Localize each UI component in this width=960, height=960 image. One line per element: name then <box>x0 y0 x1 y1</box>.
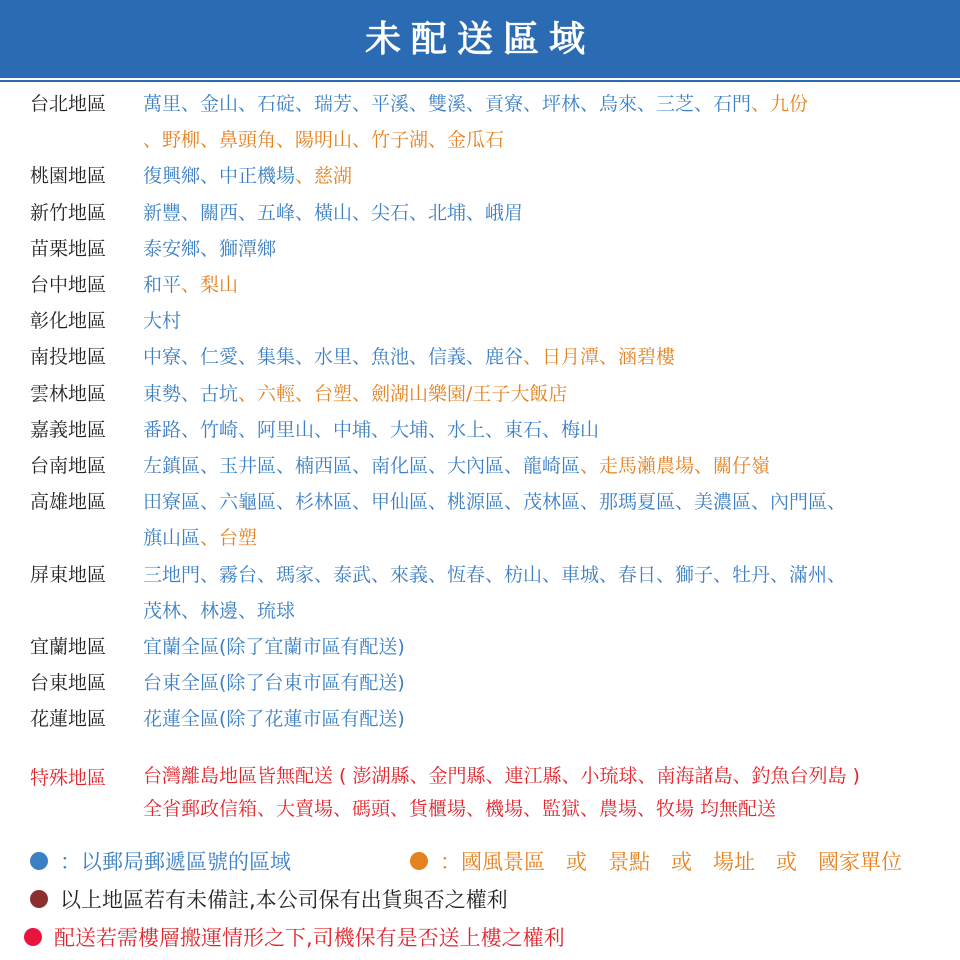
postal-place-text: 復興鄉、中正機場 <box>143 165 296 188</box>
region-places-line <box>143 448 770 484</box>
region-places <box>143 412 599 448</box>
region-name: 特殊地區 <box>30 767 107 789</box>
scenic-place-text: 、走馬瀨農場、關仔嶺 <box>580 455 771 477</box>
scenic-place-text: 、慈湖 <box>295 165 353 188</box>
region-name: 屏東地區 <box>30 563 107 586</box>
legend-orange <box>410 846 902 876</box>
postal-place-text: 東勢、古坑 <box>143 382 239 405</box>
region-name: 桃園地區 <box>30 165 107 188</box>
postal-place-text: 宜蘭全區(除了宜蘭市區有配送) <box>143 636 405 658</box>
page-header <box>0 0 960 78</box>
postal-place-text: 茂林、林邊、琉球 <box>143 599 296 622</box>
postal-place-text: 左鎮區、玉井區、楠西區、南化區、大內區、龍崎區 <box>143 455 581 477</box>
postal-place-text: 萬里、金山、石碇、瑞芳、平溪、雙溪、貢寮、坪林、烏來、三芝、石門 <box>143 93 752 115</box>
region-places-line <box>143 231 276 267</box>
legend-red-text: 配送若需樓層搬運情形之下,司機保有是否送上樓之權利 <box>54 926 565 950</box>
region-name: 雲林地區 <box>30 382 107 405</box>
region-places <box>143 376 567 412</box>
region-name: 台中地區 <box>30 274 107 296</box>
postal-place-text: 台東全區(除了台東市區有配送) <box>143 672 405 695</box>
header-divider <box>0 80 960 82</box>
region-places-line <box>143 593 846 629</box>
region-name: 嘉義地區 <box>30 418 107 441</box>
region-name: 台東地區 <box>30 672 107 695</box>
scenic-place-text: 、日月潭、涵碧樓 <box>523 346 676 369</box>
dark-red-dot-icon <box>30 890 48 908</box>
region-places <box>143 701 405 737</box>
region-places <box>143 448 770 484</box>
scenic-place-text: 、台塑 <box>200 527 258 550</box>
region-places <box>143 339 675 375</box>
blue-dot-icon <box>30 852 48 870</box>
legend-blue-text: ：以郵局郵遞區號的區域 <box>60 850 291 874</box>
legend-note-stairs <box>24 922 565 952</box>
postal-place-text: 三地門、霧台、瑪家、泰武、來義、恆春、枋山、車城、春日、獅子、牡丹、滿州、 <box>143 563 847 586</box>
region-name: 高雄地區 <box>30 491 107 514</box>
region-name: 新竹地區 <box>30 201 107 224</box>
scenic-place-text: 、九份 <box>751 93 809 115</box>
postal-place-text: 番路、竹崎、阿里山、中埔、大埔、水上、東石、梅山 <box>143 418 600 441</box>
region-places-line <box>143 339 675 375</box>
postal-place-text: 花蓮全區(除了花蓮市區有配送) <box>143 708 405 731</box>
postal-place-text: 大村 <box>143 310 182 333</box>
region-places-line <box>143 412 599 448</box>
region-places-line <box>143 557 846 593</box>
region-places <box>143 484 846 556</box>
scenic-place-text: 、梨山 <box>181 274 239 296</box>
scenic-place-text: 、野柳、鼻頭角、陽明山、竹子湖、金瓜石 <box>143 129 505 151</box>
region-places <box>143 760 860 826</box>
region-places-line <box>143 376 567 412</box>
region-places-line <box>143 520 846 556</box>
legend-orange-text: ：國風景區 或 景點 或 場址 或 國家單位 <box>440 850 902 874</box>
postal-place-text: 田寮區、六龜區、杉林區、甲仙區、桃源區、茂林區、那瑪夏區、美濃區、內門區、 <box>143 491 847 514</box>
region-places <box>143 231 276 267</box>
region-places <box>143 629 405 665</box>
region-name: 南投地區 <box>30 346 107 369</box>
scenic-place-text: 、六輕、台塑、劍湖山樂園/王子大飯店 <box>238 382 568 405</box>
region-places-line <box>143 629 405 665</box>
red-dot-icon <box>24 928 42 946</box>
region-places-line <box>143 303 181 339</box>
page-title: 未配送區域 <box>364 18 595 60</box>
postal-place-text: 新豐、關西、五峰、橫山、尖石、北埔、峨眉 <box>143 201 524 224</box>
region-places <box>143 86 808 158</box>
region-places-line <box>143 195 523 231</box>
region-places <box>143 195 523 231</box>
region-places-line <box>143 86 808 122</box>
region-places-line <box>143 122 808 158</box>
region-places <box>143 158 352 194</box>
region-places <box>143 557 846 629</box>
region-name: 台北地區 <box>30 93 107 115</box>
legend-blue <box>30 846 291 876</box>
region-places <box>143 267 238 303</box>
region-places-line <box>143 158 352 194</box>
region-name: 宜蘭地區 <box>30 636 107 658</box>
region-places <box>143 665 405 701</box>
region-name: 彰化地區 <box>30 310 107 333</box>
region-places <box>143 303 181 339</box>
region-name: 苗栗地區 <box>30 237 107 260</box>
special-line-1: 台灣離島地區皆無配送 ( 澎湖縣、金門縣、連江縣、小琉球、南海諸島、釣魚台列島 ) <box>143 765 860 787</box>
postal-place-text: 中寮、仁愛、集集、水里、魚池、信義、鹿谷 <box>143 346 524 369</box>
orange-dot-icon <box>410 852 428 870</box>
region-name: 花蓮地區 <box>30 708 107 731</box>
postal-place-text: 泰安鄉、獅潭鄉 <box>143 237 277 260</box>
region-places-line <box>143 665 405 701</box>
special-line-2: 全省郵政信箱、大賣場、碼頭、貨櫃場、機場、監獄、農場、牧場 均無配送 <box>143 798 777 820</box>
legend-dark-text: 以上地區若有未備註,本公司保有出貨與否之權利 <box>60 888 508 912</box>
postal-place-text: 和平 <box>143 274 182 296</box>
postal-place-text: 旗山區 <box>143 527 201 550</box>
region-places-line <box>143 701 405 737</box>
legend-note-shipping <box>30 884 508 914</box>
region-places-line <box>143 484 846 520</box>
region-name: 台南地區 <box>30 455 107 477</box>
region-places-line <box>143 267 238 303</box>
